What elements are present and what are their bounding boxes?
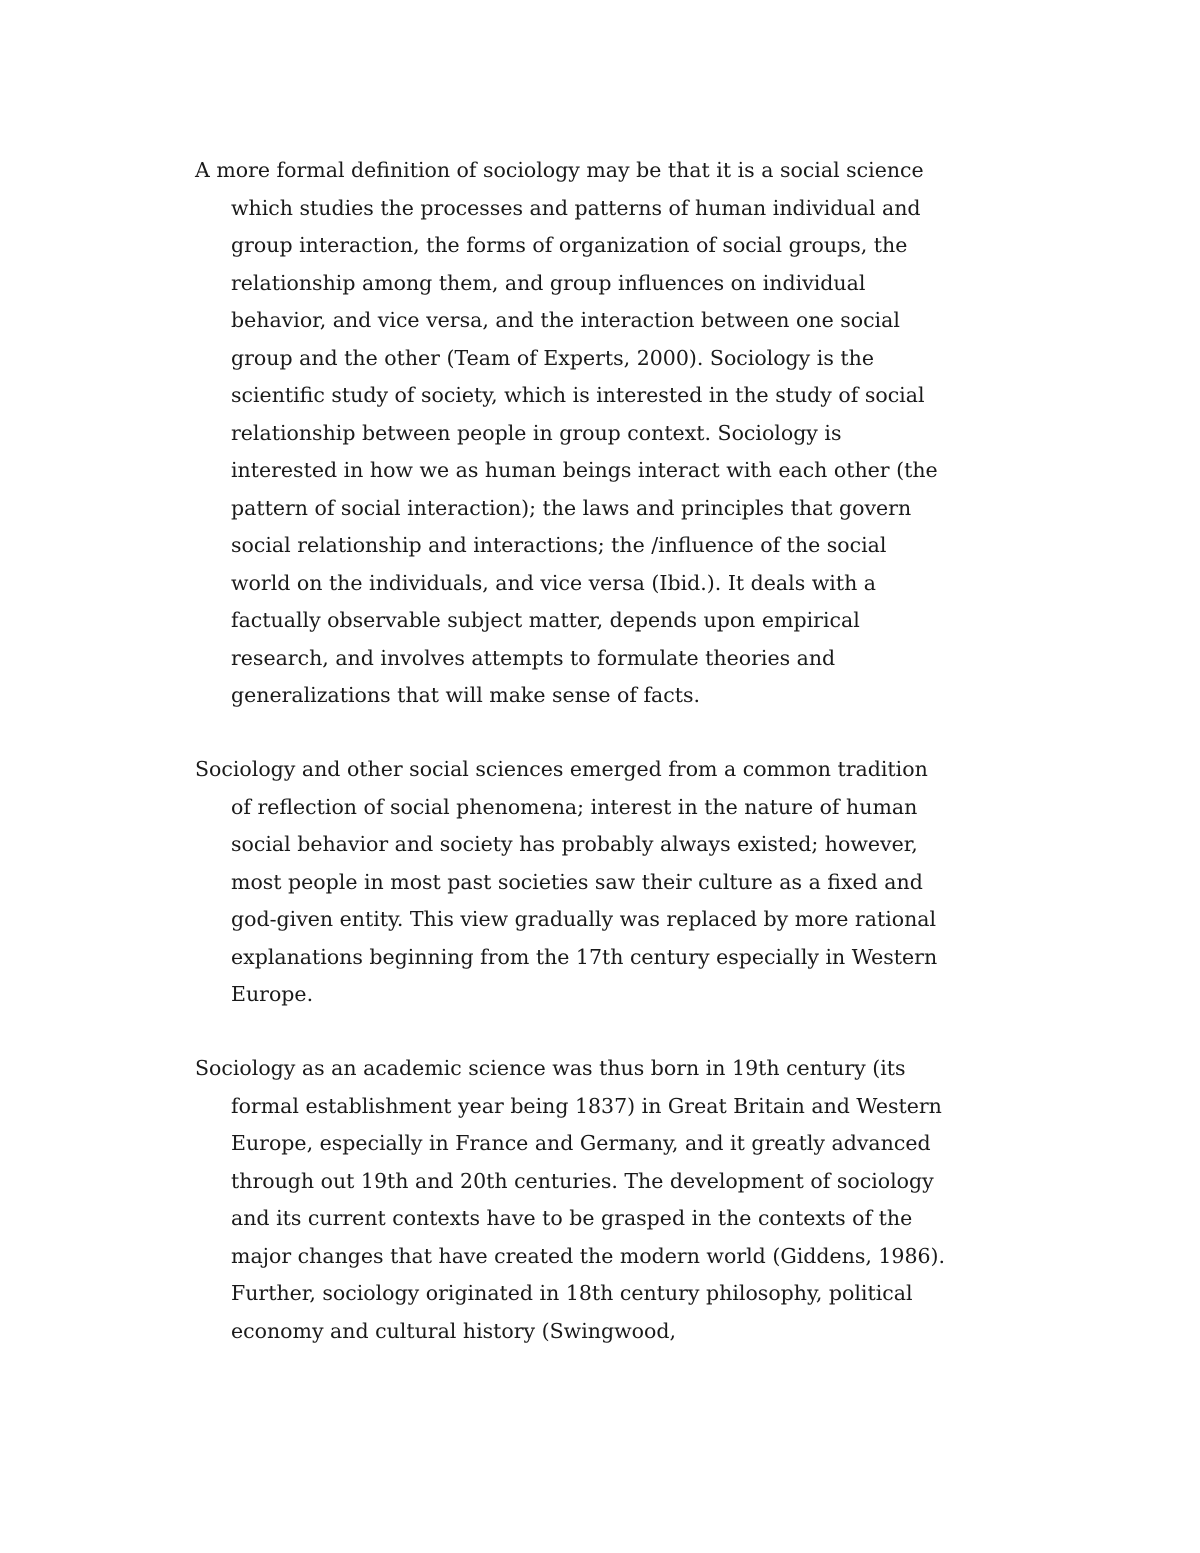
text-line: and its current contexts have to be grasped in the contexts of the <box>231 1206 913 1230</box>
text-line: interested in how we as human beings interact with each other (the <box>231 458 938 482</box>
text-line: economy and cultural history (Swingwood, <box>231 1318 676 1343</box>
paragraph-3 <box>195 1050 1095 1350</box>
text-line: group and the other (Team of Experts, 2000). Sociology is the <box>231 345 874 370</box>
text-line: of reflection of social phenomena; interest in the nature of human <box>231 794 918 819</box>
text-line: Sociology as an academic science was thus born in 19th century (its <box>195 1056 906 1080</box>
text-line: social relationship and interactions; the /influence of the social <box>231 533 887 557</box>
text-line: factually observable subject matter, depends upon empirical <box>231 608 860 632</box>
text-line: Sociology and other social sciences emerged from a common tradition <box>195 757 928 781</box>
text-line: relationship between people in group context. Sociology is <box>231 420 842 445</box>
text-line: research, and involves attempts to formulate theories and <box>231 645 836 670</box>
text-line: group interaction, the forms of organization of social groups, the <box>231 233 908 257</box>
text-line: Europe. <box>231 982 314 1006</box>
text-line: pattern of social interaction); the laws and principles that govern <box>231 495 912 520</box>
text-line: generalizations that will make sense of facts. <box>231 683 701 707</box>
text-line: Europe, especially in France and Germany, and it greatly advanced <box>231 1131 931 1155</box>
paragraph-1 <box>195 152 1095 715</box>
text-line: Further, sociology originated in 18th century philosophy, political <box>231 1281 913 1305</box>
text-line: major changes that have created the modern world (Giddens, 1986). <box>231 1243 946 1268</box>
text-line: which studies the processes and patterns of human individual and <box>231 195 921 220</box>
text-line: through out 19th and 20th centuries. The development of sociology <box>231 1168 934 1193</box>
text-line: A more formal definition of sociology may be that it is a social science <box>195 158 924 182</box>
text-line: explanations beginning from the 17th century especially in Western <box>231 944 938 969</box>
text-line: relationship among them, and group influences on individual <box>231 270 866 295</box>
text-line: god-given entity. This view gradually was replaced by more rational <box>231 907 937 931</box>
text-line: formal establishment year being 1837) in Great Britain and Western <box>231 1093 942 1118</box>
text-line: most people in most past societies saw their culture as a fixed and <box>231 869 923 894</box>
text-line: social behavior and society has probably always existed; however, <box>231 832 918 856</box>
text-line: world on the individuals, and vice versa (Ibid.). It deals with a <box>231 570 877 595</box>
text-line: scientific study of society, which is interested in the study of social <box>231 383 925 407</box>
text-line: behavior, and vice versa, and the interaction between one social <box>231 308 900 332</box>
paragraph-2 <box>195 751 1095 1014</box>
